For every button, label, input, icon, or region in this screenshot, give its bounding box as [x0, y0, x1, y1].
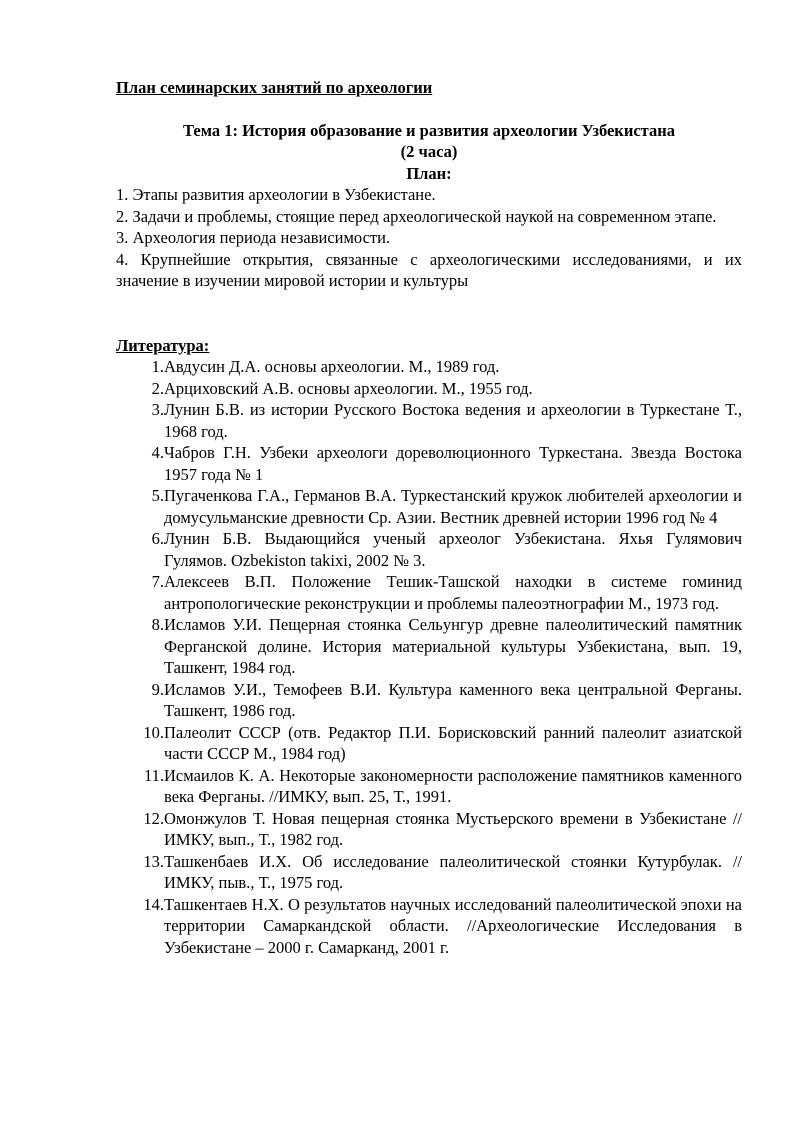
literature-number: 6.: [151, 529, 164, 548]
plan-label: План:: [406, 163, 452, 183]
topic-duration: (2 часа): [400, 142, 458, 161]
literature-item: [116, 765, 742, 808]
literature-number: 3.: [151, 400, 164, 419]
literature-number: 2.: [151, 378, 164, 398]
literature-number: 7.: [151, 572, 164, 591]
literature-number: 14.: [143, 894, 164, 914]
literature-item: [116, 571, 742, 614]
plan-item: 2. Задачи и проблемы, стоящие перед археологической наукой на современном этапе.: [116, 206, 717, 226]
plan-item: 4. Крупнейшие открытия, связанные с археологическими исследованиями, и их значение в изучении мировой истории и культуры: [116, 249, 742, 290]
literature-number: 8.: [151, 615, 164, 634]
literature-text: Лунин Б.В. из истории Русского Востока ведения и археологии в Туркестане Т., 1968 год.: [164, 400, 742, 441]
literature-text: Арциховский А.В. основы археологии. М., 1955 год.: [164, 378, 533, 398]
literature-number: 4.: [151, 443, 164, 462]
literature-item: [116, 894, 742, 959]
literature-text: Авдусин Д.А. основы археологии. М., 1989 год.: [164, 357, 500, 376]
literature-text: Чабров Г.Н. Узбеки археологи дореволюционного Туркестана. Звезда Востока 1957 года № 1: [164, 443, 742, 484]
literature-item: [116, 851, 742, 894]
literature-number: 13.: [143, 851, 164, 871]
document-page: [116, 77, 742, 958]
literature-text: Омонжулов Т. Новая пещерная стоянка Мустьерского времени в Узбекистане // ИМКУ, вып., Т., 1982 год.: [164, 808, 742, 849]
document-title: План семинарских занятий по археологии: [116, 78, 433, 97]
literature-text: Алексеев В.П. Положение Тешик-Ташской находки в системе гоминид антропологические реконструкции и проблемы палеоэтнографии М., 1973 год.: [164, 572, 742, 613]
literature-text: Палеолит СССР (отв. Редактор П.И. Борисковский ранний палеолит азиатской части СССР М., 1984 год): [164, 722, 742, 763]
literature-text: Исмаилов К. А. Некоторые закономерности расположение памятников каменного века Ферганы. //ИМКУ, вып. 25, Т., 1991.: [164, 765, 742, 806]
literature-list: [116, 356, 742, 958]
literature-item: [116, 378, 742, 400]
literature-item: [116, 399, 742, 442]
plan-item: 1. Этапы развития археологии в Узбекистане.: [116, 185, 436, 204]
literature-number: 5.: [151, 486, 164, 505]
literature-text: Исламов У.И., Темофеев В.И. Культура каменного века центральной Ферганы. Ташкент, 1986 год.: [164, 679, 742, 720]
literature-item: [116, 679, 742, 722]
literature-item: [116, 808, 742, 851]
literature-item: [116, 528, 742, 571]
topic-heading: [116, 120, 742, 185]
literature-item: [116, 485, 742, 528]
literature-text: Пугаченкова Г.А., Германов В.А. Туркестанский кружок любителей археологии и домусульманские древности Ср. Азии. Вестник древней истории 1996 год № 4: [164, 486, 742, 527]
plan-list: [116, 184, 742, 292]
literature-heading: Литература:: [116, 335, 210, 355]
literature-number: 9.: [151, 679, 164, 699]
literature-item: [116, 614, 742, 679]
literature-number: 12.: [143, 808, 164, 828]
literature-text: Ташкенбаев И.Х. Об исследование палеолитической стоянки Кутурбулак. // ИМКУ, пыв., Т., 1975 год.: [164, 851, 742, 892]
literature-item: [116, 722, 742, 765]
literature-item: [116, 356, 742, 378]
literature-text: Исламов У.И. Пещерная стоянка Сельунгур древне палеолитический памятник Ферганской долине. История материальной культуры Узбекистана, вып. 19, Ташкент, 1984 год.: [164, 615, 742, 677]
literature-text: Лунин Б.В. Выдающийся ученый археолог Узбекистана. Яхья Гулямович Гулямов. Ozbekiston takixi, 2002 № 3.: [164, 529, 742, 570]
topic-title: Тема 1: История образование и развития археологии Узбекистана: [183, 120, 675, 140]
literature-number: 1.: [151, 357, 164, 376]
plan-item: 3. Археология периода независимости.: [116, 228, 391, 247]
literature-item: [116, 442, 742, 485]
literature-text: Ташкентаев Н.Х. О результатов научных исследований палеолитической эпохи на территории Самаркандской области. //Археологические Исследования в Узбекистане – 2000 г. Самарканд, 2001 г.: [164, 894, 742, 957]
literature-number: 10.: [143, 722, 164, 742]
literature-number: 11.: [143, 765, 164, 785]
